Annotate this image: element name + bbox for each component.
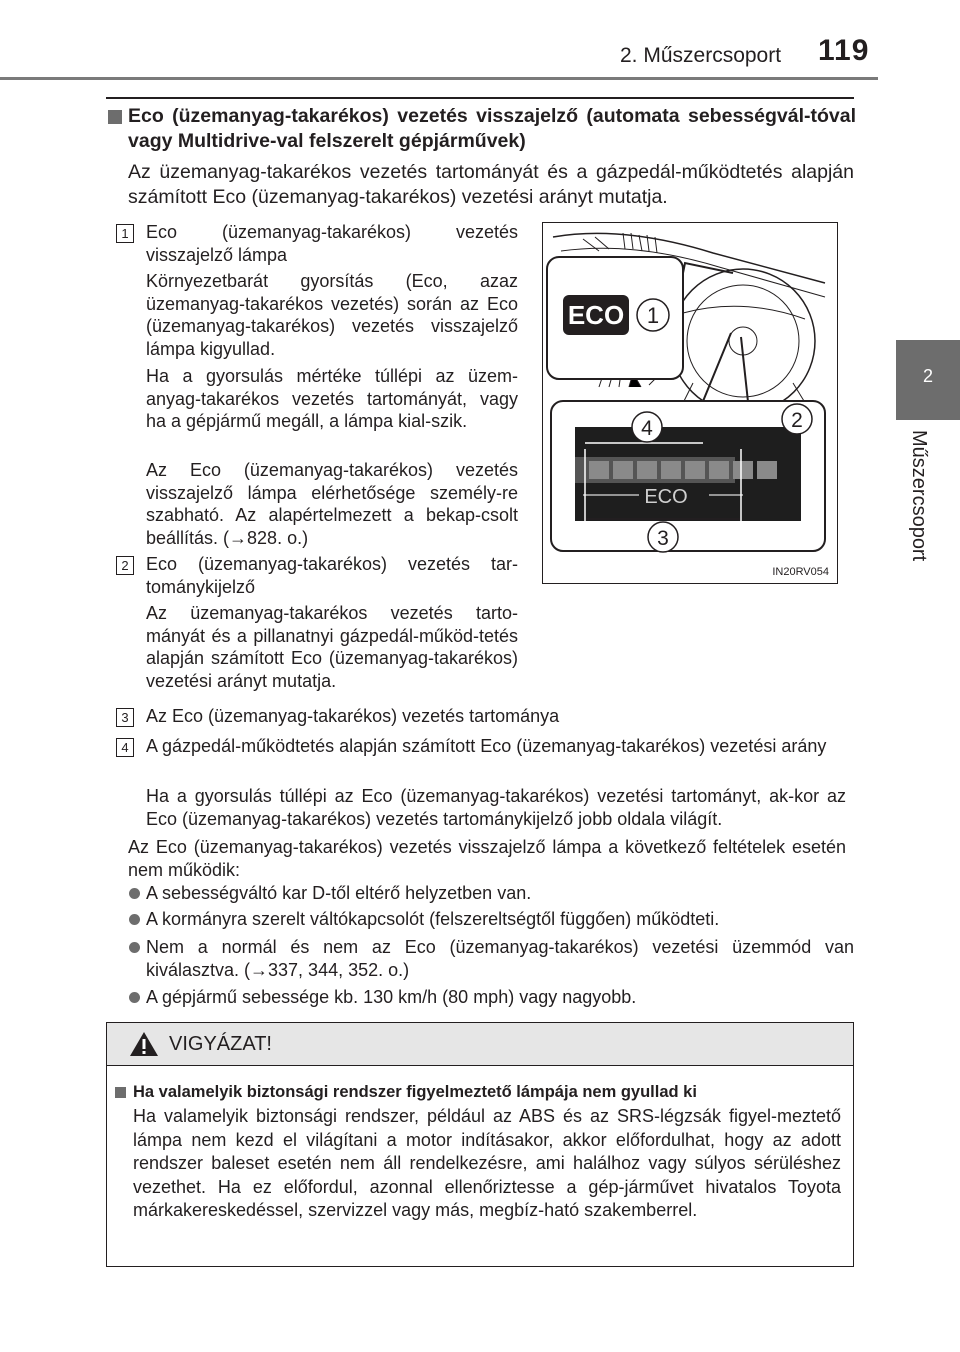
callout-1: 1 — [646, 303, 660, 328]
bullet-icon — [129, 942, 140, 953]
item-4-title: A gázpedál-működtetés alapján számított Eco (üzemanyag-takarékos) vezetési arány — [146, 736, 827, 756]
cluster-illustration — [543, 223, 837, 583]
item-number-3: 3 — [116, 708, 134, 727]
callout-2: 2 — [791, 409, 803, 432]
item-1-title: Eco (üzemanyag-takarékos) vezetés visszajelző lámpa — [146, 222, 518, 265]
caution-box — [106, 1022, 854, 1267]
caution-bullet-icon — [115, 1087, 126, 1098]
instrument-cluster-figure — [542, 222, 838, 584]
condition-2: A kormányra szerelt váltókapcsolót (felszereltségtől függően) működteti. — [146, 909, 720, 929]
item-number-1: 1 — [116, 224, 134, 243]
condition-1: A sebességváltó kar D-től eltérő helyzetben van. — [146, 883, 532, 903]
warning-triangle-icon — [129, 1031, 159, 1057]
header-rule — [0, 77, 878, 80]
section-title: Eco (üzemanyag-takarékos) vezetés visszajelző (automata sebességvál-tóval vagy Multidrive-val felszerelt gépjárművek) — [128, 105, 856, 152]
eco-badge-label: ECO — [567, 300, 625, 330]
section-rule — [106, 97, 854, 99]
item-4-para-1: Ha a gyorsulás túllépi az Eco (üzemanyag-takarékos) vezetési tartományt, ak-kor az Eco (üzemanyag-takarékos) vezetés tartománykijelző jobb oldala világít. — [146, 786, 846, 829]
bullet-icon — [129, 888, 140, 899]
condition-4: A gépjármű sebessége kb. 130 km/h (80 mph) vagy nagyobb. — [146, 987, 637, 1007]
item-1-para-3: Az Eco (üzemanyag-takarékos) vezetés visszajelző lámpa elérhetősége személy-re szabható. Az alapértelmezett a bekap-csolt beállítás. (→828. o.) — [146, 460, 518, 548]
section-intro: Az üzemanyag-takarékos vezetés tartományát és a gázpedál-működtetés alapján számított Eco (üzemanyag-takarékos) vezetési arányt mutatja. — [128, 161, 854, 208]
item-2-title: Eco (üzemanyag-takarékos) vezetés tar-tománykijelző — [146, 554, 518, 597]
bullet-icon — [129, 914, 140, 925]
caution-subtitle: Ha valamelyik biztonsági rendszer figyelmeztető lámpája nem gyullad ki — [133, 1083, 697, 1101]
chapter-tab[interactable]: 2 — [896, 340, 960, 420]
figure-code: IN20RV054 — [772, 566, 829, 578]
item-number-4: 4 — [116, 738, 134, 757]
chapter-title: 2. Műszercsoport — [620, 44, 782, 67]
page-number: 119 — [818, 34, 870, 67]
caution-header — [107, 1023, 853, 1066]
section-bullet-icon — [108, 110, 122, 124]
eco-bar-label: ECO — [644, 486, 688, 508]
conditions-intro: Az Eco (üzemanyag-takarékos) vezetés visszajelző lámpa a következő feltételek esetén nem működik: — [128, 837, 846, 880]
item-2-para-1: Az üzemanyag-takarékos vezetés tarto-mányát és a pillanatnyi gázpedál-működ-tetés alapján számított Eco (üzemanyag-takarékos) vezetési arányt mutatja. — [146, 603, 518, 691]
caution-body: Ha valamelyik biztonsági rendszer, például az ABS és az SRS-légzsák figyel-meztető lámpa nem kezd el világítani a motor indításakor, akkor előfordulhat, hogy az adott rendszer baleset esetén nem áll rendelkezésre, ami halálhoz vagy súlyos sérüléshez vezethet. Ha ez előfordul, azonnal ellenőriztesse a gép-járművet hivatalos Toyota márkakereskedéssel, szervizzel vagy más, megbíz-ható szakemberrel. — [133, 1106, 841, 1220]
callout-4: 4 — [641, 417, 653, 440]
chapter-tab-label: Műszercsoport — [908, 430, 930, 562]
item-1-para-1: Környezetbarát gyorsítás (Eco, azaz üzemanyag-takarékos vezetés) során az Eco (üzemanyag-takarékos) vezetés visszajelző lámpa kigyullad. — [146, 271, 518, 359]
bullet-icon — [129, 992, 140, 1003]
item-number-2: 2 — [116, 556, 134, 575]
caution-title: VIGYÁZAT! — [169, 1033, 272, 1055]
callout-3: 3 — [657, 527, 669, 550]
condition-3: Nem a normál és nem az Eco (üzemanyag-takarékos) vezetési üzemmód van kiválasztva. (→337, 344, 352. o.) — [146, 937, 854, 980]
item-3-title: Az Eco (üzemanyag-takarékos) vezetés tartománya — [146, 706, 560, 726]
item-1-para-2: Ha a gyorsulás mértéke túllépi az üzem-anyag-takarékos vezetés tartományát, vagy ha a gépjármű megáll, a lámpa kial-szik. — [146, 366, 518, 431]
